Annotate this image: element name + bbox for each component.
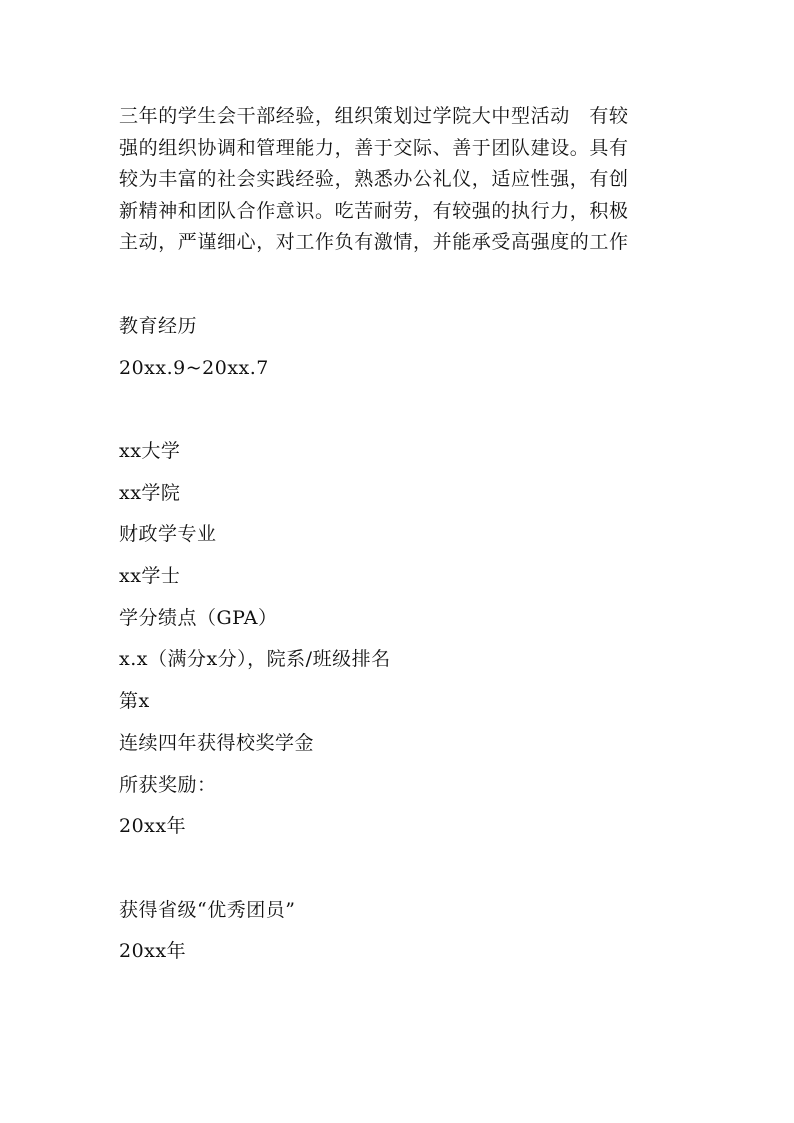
degree-name: xx学士 [119,565,181,587]
self-summary-paragraph [119,101,679,259]
summary-line: 较为丰富的社会实践经验，熟悉办公礼仪，适应性强，有创 [119,168,629,190]
award-year: 20xx年 [119,815,187,837]
major-name: 财政学专业 [119,523,217,545]
education-period: 20xx.9~20xx.7 [119,357,269,379]
summary-line: 三年的学生会干部经验，组织策划过学院大中型活动 有较 [119,105,629,127]
college-name: xx学院 [119,482,181,504]
education-heading: 教育经历 [119,315,198,337]
awards-heading: 所获奖励： [119,774,217,796]
summary-line: 新精神和团队合作意识。吃苦耐劳，有较强的执行力，积极 [119,199,629,222]
award-year: 20xx年 [119,940,187,962]
gpa-value: x.x（满分x分），院系/班级排名 [119,648,391,670]
summary-line: 强的组织协调和管理能力，善于交际、善于团队建设。具有 [119,136,629,159]
scholarship-text: 连续四年获得校奖学金 [119,732,315,754]
gpa-label: 学分绩点（GPA） [119,607,278,629]
summary-line: 主动，严谨细心，对工作负有激情，并能承受高强度的工作 [119,231,629,253]
rank-value: 第x [119,690,150,712]
award-title: 获得省级“优秀团员” [119,899,296,921]
university-name: xx大学 [119,440,181,462]
